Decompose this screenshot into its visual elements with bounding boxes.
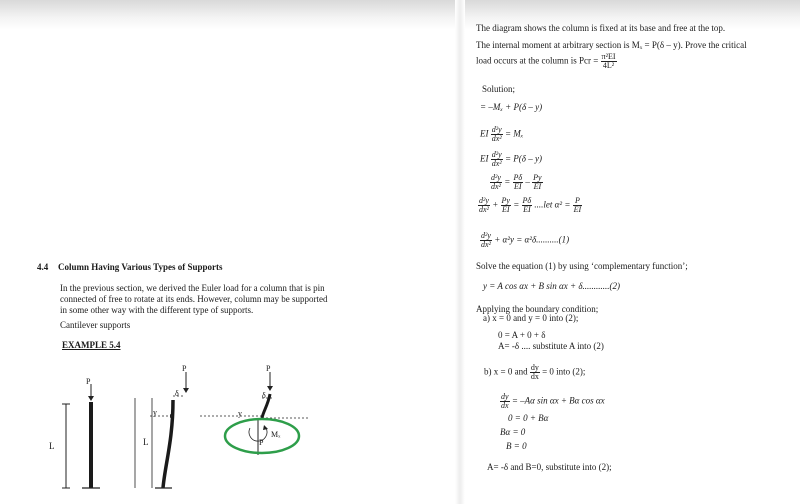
intro-line-2: connected of free to rotate at its ends. However, column may be supported xyxy=(60,294,328,304)
eq3-b-den: EI xyxy=(514,182,522,191)
bc-b1-frac xyxy=(500,393,510,410)
label-Mx: Mₓ xyxy=(271,430,281,439)
section-title: Column Having Various Types of Supports xyxy=(58,262,223,272)
eq4-let: ....let α² = xyxy=(534,199,571,210)
label-P-3: P xyxy=(266,364,271,373)
eq4-c-num: Pδ xyxy=(522,196,532,205)
intro-line-3: in some other way with the different type of supports. xyxy=(60,305,254,315)
eq5-frac xyxy=(480,232,492,249)
eq4-plus: + xyxy=(492,199,499,210)
eq3-frac-c xyxy=(532,174,542,191)
label-P-4: P xyxy=(259,438,264,447)
right-intro-1: The diagram shows the column is fixed at its base and free at the top. xyxy=(476,23,726,33)
bc-label: Applying the boundary condition; xyxy=(476,304,599,314)
eq2-num: d²y xyxy=(491,150,502,159)
eq-1 xyxy=(480,126,523,143)
label-P-1: P xyxy=(86,377,91,386)
bc-a2: A= -δ .... substitute A into (2) xyxy=(498,341,604,351)
eq3-c-num: Py xyxy=(533,173,542,182)
eq4-frac-d xyxy=(573,197,583,214)
bc-b4: B = 0 xyxy=(506,441,527,451)
eq2-lhs: EI xyxy=(480,153,489,164)
bc-b1 xyxy=(500,393,605,410)
right-intro-2b xyxy=(476,53,617,70)
pcr-den: 4L² xyxy=(602,61,615,70)
label-delta-2: δ xyxy=(262,391,266,400)
eq3-eq: = xyxy=(504,176,511,187)
eq3-a-num: d²y xyxy=(491,173,501,182)
bc-b-post: = 0 into (2); xyxy=(542,366,586,377)
bc-a: a) x = 0 and y = 0 into (2); xyxy=(483,313,579,323)
eq5-den: dx² xyxy=(481,240,491,249)
eq5-num: d²y xyxy=(481,231,491,240)
eq4-a-den: dx² xyxy=(479,205,489,214)
eq4-d-den: EI xyxy=(573,205,582,214)
eq1-lhs: EI xyxy=(480,128,489,139)
label-L-2: L xyxy=(143,437,149,447)
bc-b1-num: dy xyxy=(501,392,509,401)
eq1-frac xyxy=(491,126,503,143)
eq3-frac-a xyxy=(490,174,502,191)
pcr-text: load occurs at the column is Pcr = xyxy=(476,55,599,66)
eq4-frac-a xyxy=(478,197,490,214)
eq-6: y = A cos αx + B sin αx + δ............(2) xyxy=(483,281,620,291)
bc-b-den: dx xyxy=(530,372,539,381)
eq-5 xyxy=(480,232,569,249)
bc-b1-den: dx xyxy=(501,401,509,410)
eq3-frac-b xyxy=(513,174,524,191)
column-free-body xyxy=(200,372,310,455)
eq3-c-den: EI xyxy=(533,182,542,191)
bc-b1-rest: = –Aα sin αx + Bα cos αx xyxy=(511,395,605,406)
eq2-frac xyxy=(491,151,503,168)
eq-2 xyxy=(480,151,542,168)
bc-b2: 0 = 0 + Bα xyxy=(508,413,549,423)
eq4-frac-b xyxy=(501,197,511,214)
label-delta: δ xyxy=(175,389,179,398)
column-straight xyxy=(62,384,100,488)
eq2-rhs: = P(δ – y) xyxy=(504,153,542,164)
eq1-rhs: = Mₓ xyxy=(504,128,524,139)
eq4-eq: = xyxy=(513,199,520,210)
pcr-fraction xyxy=(601,53,617,70)
eq2-den: dx² xyxy=(491,159,502,168)
eq3-a-den: dx² xyxy=(491,182,501,191)
label-P-2: P xyxy=(182,364,187,373)
label-L-1: L xyxy=(49,441,55,451)
example-label: EXAMPLE 5.4 xyxy=(62,340,121,350)
section-number: 4.4 xyxy=(37,262,49,272)
bc-b3: Bα = 0 xyxy=(500,427,526,437)
pcr-num: π²EI xyxy=(601,52,616,61)
eq4-a-num: d²y xyxy=(479,196,489,205)
solve-line: Solve the equation (1) by using ‘complementary function’; xyxy=(476,261,688,271)
cantilever-label: Cantilever supports xyxy=(60,320,131,330)
eq1-num: d²y xyxy=(491,125,502,134)
bc-b-num: dy xyxy=(530,363,539,372)
intro-line-1: In the previous section, we derived the Euler load for a column that is pin xyxy=(60,283,325,293)
bc-b xyxy=(484,364,585,381)
eq3-b-num: Pδ xyxy=(513,173,523,182)
eq-0: = –Mₓ + P(δ – y) xyxy=(480,102,543,112)
label-y-2: y xyxy=(238,409,242,418)
eq4-d-num: P xyxy=(573,197,583,206)
eq5-rest: + α²y = α²δ..........(1) xyxy=(494,234,570,245)
right-intro-2a: The internal moment at arbitrary section is Mₓ = P(δ – y). Prove the critical xyxy=(476,40,747,50)
column-deflected xyxy=(135,372,189,488)
eq4-c-den: EI xyxy=(523,205,531,214)
eq4-b-den: EI xyxy=(501,205,510,214)
eq4-b-num: Py xyxy=(501,196,510,205)
eq4-frac-c xyxy=(522,197,533,214)
bc-a1: 0 = A + 0 + δ xyxy=(498,330,546,340)
final-line: A= -δ and B=0, substitute into (2); xyxy=(487,462,612,472)
eq-3 xyxy=(490,174,543,191)
eq3-minus: – xyxy=(525,176,530,187)
bc-b-frac xyxy=(530,364,540,381)
label-y: y xyxy=(153,408,157,417)
eq1-den: dx² xyxy=(491,134,502,143)
solution-label: Solution; xyxy=(482,84,516,94)
bc-b-pre: b) x = 0 and xyxy=(484,366,528,377)
eq-4 xyxy=(478,197,582,214)
